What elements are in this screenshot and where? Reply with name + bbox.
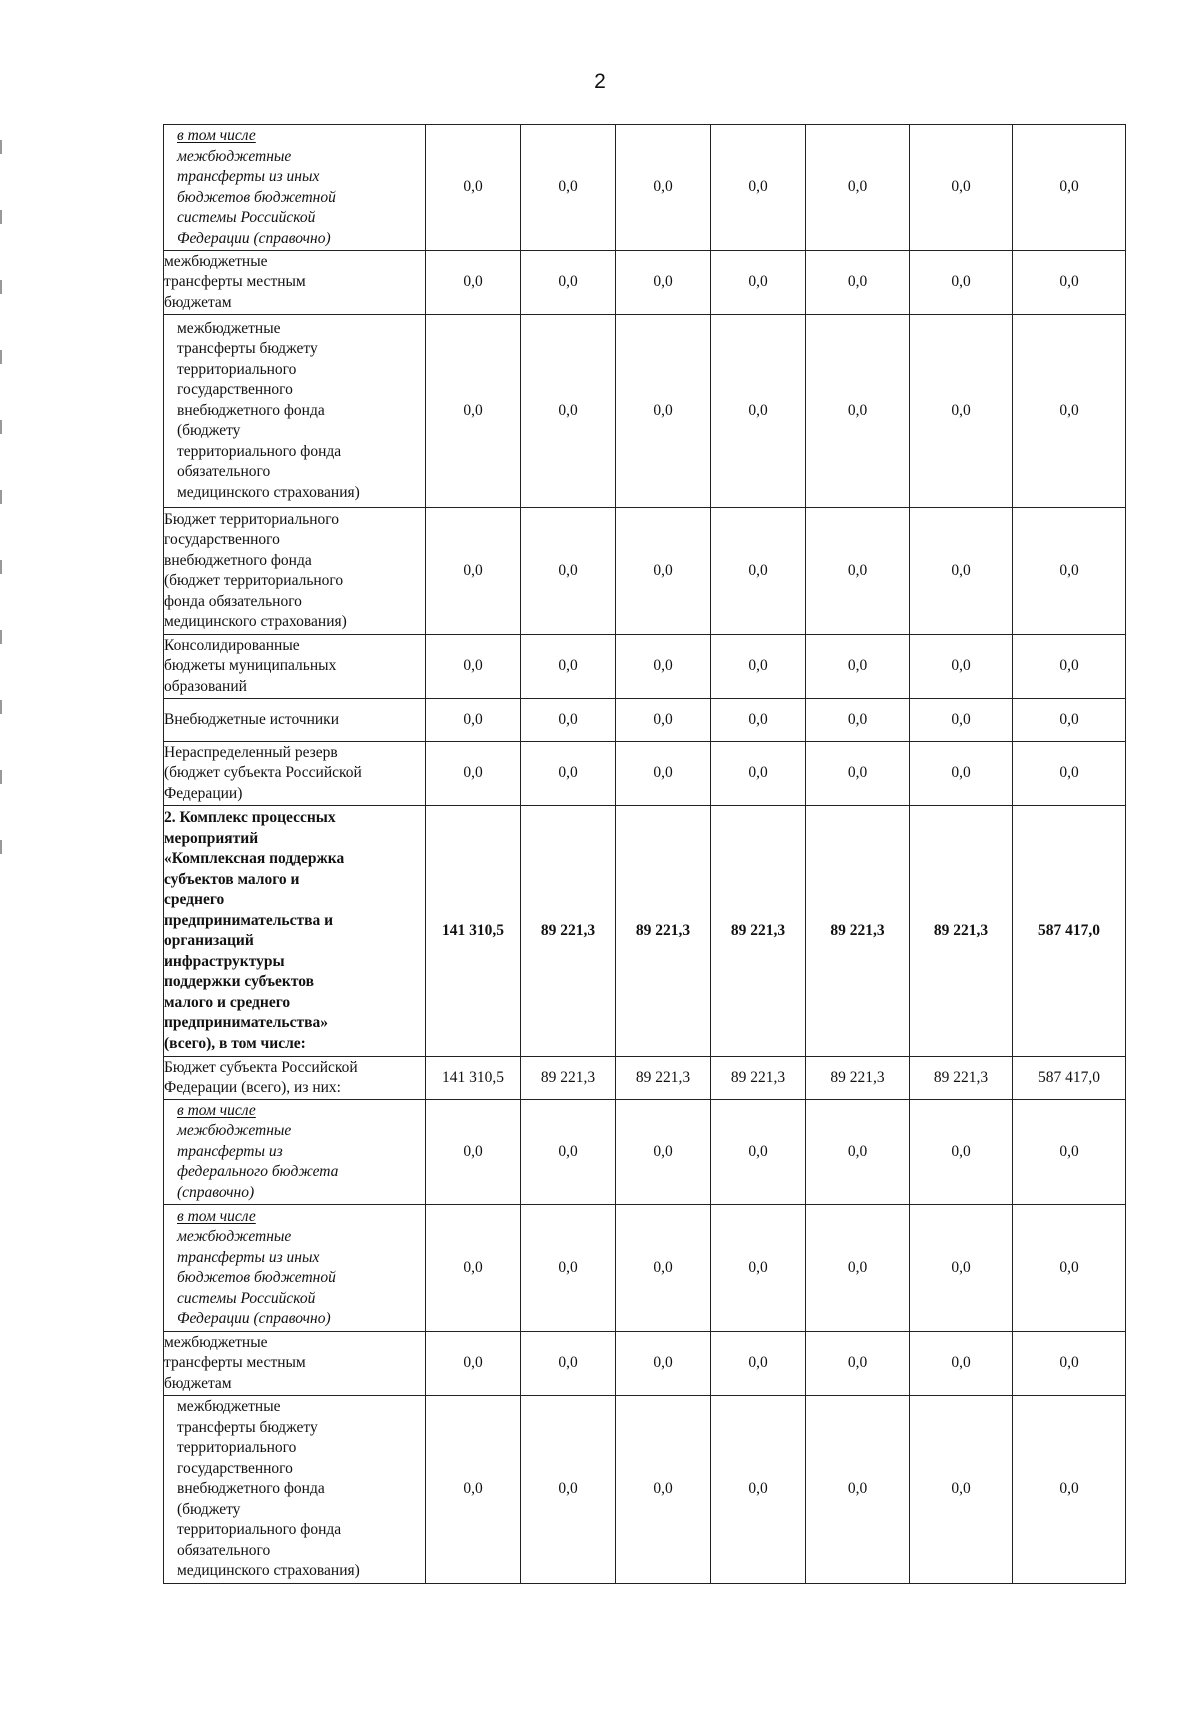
row-label-line: фонда обязательного [164, 592, 302, 610]
row-label [164, 1100, 426, 1205]
row-label-line: трансферты местным [164, 273, 306, 291]
value-cell: 0,0 [426, 635, 521, 699]
table-row [164, 1100, 1126, 1205]
table-body [164, 125, 1126, 1584]
table-row [164, 315, 1126, 508]
row-label-line: мероприятий [164, 829, 259, 847]
row-label-line: внебюджетного фонда [164, 551, 312, 569]
table-row [164, 742, 1126, 806]
row-label-line: медицинского страхования) [177, 483, 360, 501]
row-label-line: межбюджетные [177, 319, 281, 337]
row-label-line: Бюджет субъекта Российской [164, 1058, 358, 1076]
row-label-line: в том числе [177, 127, 256, 144]
row-label-line: государственного [164, 531, 280, 548]
value-cell: 89 221,3 [910, 1057, 1013, 1100]
row-label-line: межбюджетные [177, 1122, 292, 1140]
value-cell: 89 221,3 [711, 806, 806, 1057]
row-label-line: Внебюджетные источники [164, 710, 340, 728]
row-label-line: обязательного [177, 1541, 271, 1559]
table-row [164, 1332, 1126, 1396]
value-cell: 0,0 [616, 508, 711, 635]
row-label-line: медицинского страхования) [177, 1562, 360, 1580]
row-label-line: обязательного [177, 463, 271, 481]
row-label-line: инфраструктуры [164, 952, 285, 970]
value-cell: 0,0 [426, 1332, 521, 1396]
table-row [164, 699, 1126, 742]
row-label-line: Бюджет территориального [164, 510, 340, 528]
row-label [164, 125, 426, 251]
value-cell: 0,0 [806, 315, 910, 508]
value-cell: 0,0 [521, 742, 616, 806]
table-row [164, 508, 1126, 635]
value-cell: 0,0 [1013, 251, 1126, 315]
value-cell: 0,0 [1013, 315, 1126, 508]
value-cell: 0,0 [521, 635, 616, 699]
row-label-line: (бюджет субъекта Российской [164, 764, 362, 782]
value-cell: 0,0 [521, 251, 616, 315]
table-row [164, 806, 1126, 1057]
value-cell: 0,0 [1013, 742, 1126, 806]
value-cell: 587 417,0 [1013, 806, 1126, 1057]
value-cell: 0,0 [806, 1205, 910, 1332]
row-label-line: Нераспределенный резерв [164, 743, 338, 761]
value-cell: 0,0 [616, 251, 711, 315]
value-cell: 89 221,3 [806, 1057, 910, 1100]
value-cell: 0,0 [616, 315, 711, 508]
value-cell: 0,0 [521, 1205, 616, 1332]
row-label-line: бюджетов бюджетной [177, 188, 336, 206]
row-label-line: (бюджету [177, 1500, 241, 1518]
value-cell: 0,0 [806, 508, 910, 635]
row-label-line: трансферты местным [164, 1354, 306, 1372]
row-label-line: территориального [177, 360, 297, 378]
value-cell: 0,0 [711, 1100, 806, 1205]
value-cell: 141 310,5 [426, 806, 521, 1057]
value-cell: 0,0 [806, 635, 910, 699]
value-cell: 0,0 [910, 125, 1013, 251]
value-cell: 0,0 [521, 1396, 616, 1584]
row-label-line: малого и среднего [164, 993, 291, 1011]
value-cell: 0,0 [1013, 508, 1126, 635]
row-label-line: поддержки субъектов [164, 973, 314, 990]
row-label-line: территориального [177, 1439, 297, 1457]
row-label [164, 635, 426, 699]
row-label [164, 251, 426, 315]
row-label-line: федерального бюджета [177, 1163, 339, 1181]
value-cell: 0,0 [910, 1100, 1013, 1205]
row-label-line: межбюджетные [164, 252, 268, 270]
value-cell: 0,0 [910, 315, 1013, 508]
row-label [164, 508, 426, 635]
value-cell: 0,0 [1013, 125, 1126, 251]
row-label [164, 1057, 426, 1100]
value-cell: 0,0 [711, 1396, 806, 1584]
value-cell: 0,0 [521, 1332, 616, 1396]
value-cell: 0,0 [426, 125, 521, 251]
row-label-line: Федерации (справочно) [177, 1310, 331, 1327]
value-cell: 0,0 [1013, 699, 1126, 742]
value-cell: 0,0 [616, 1205, 711, 1332]
value-cell: 0,0 [616, 635, 711, 699]
value-cell: 0,0 [426, 699, 521, 742]
row-label [164, 1396, 426, 1584]
value-cell: 0,0 [521, 699, 616, 742]
row-label-line: территориального фонда [177, 1521, 342, 1539]
value-cell: 0,0 [910, 508, 1013, 635]
value-cell: 0,0 [711, 1205, 806, 1332]
row-label [164, 742, 426, 806]
value-cell: 0,0 [616, 742, 711, 806]
table-row [164, 1205, 1126, 1332]
row-label-line: межбюджетные [164, 1333, 268, 1351]
value-cell: 0,0 [910, 1332, 1013, 1396]
scan-edge-marks [0, 140, 4, 940]
row-label-line: Федерации) [164, 784, 243, 802]
value-cell: 0,0 [910, 1205, 1013, 1332]
value-cell: 0,0 [426, 742, 521, 806]
row-label-line: (справочно) [177, 1183, 255, 1201]
row-label-line: субъектов малого и [164, 870, 300, 888]
row-label-line: межбюджетные [177, 147, 292, 165]
value-cell: 0,0 [711, 125, 806, 251]
value-cell: 0,0 [711, 699, 806, 742]
value-cell: 0,0 [521, 315, 616, 508]
value-cell: 0,0 [806, 251, 910, 315]
table-row [164, 125, 1126, 251]
row-label-line: трансферты из иных [177, 168, 320, 185]
value-cell: 0,0 [426, 1205, 521, 1332]
row-label-line: бюджеты муниципальных [164, 657, 337, 675]
value-cell: 89 221,3 [910, 806, 1013, 1057]
row-label-line: трансферты из иных [177, 1248, 320, 1266]
page-number: 2 [594, 70, 606, 93]
row-label-line: межбюджетные [177, 1228, 292, 1245]
value-cell: 0,0 [616, 125, 711, 251]
value-cell: 141 310,5 [426, 1057, 521, 1100]
value-cell: 89 221,3 [806, 806, 910, 1057]
row-label [164, 1205, 426, 1332]
row-label-line: медицинского страхования) [164, 613, 347, 630]
value-cell: 0,0 [1013, 1100, 1126, 1205]
row-label-line: предпринимательства» [164, 1014, 328, 1031]
value-cell: 0,0 [711, 251, 806, 315]
value-cell: 0,0 [1013, 1205, 1126, 1332]
value-cell: 0,0 [910, 742, 1013, 806]
row-label [164, 806, 426, 1057]
row-label-line: государственного [177, 381, 293, 399]
row-label-line: бюджетам [164, 1374, 232, 1392]
value-cell: 0,0 [806, 742, 910, 806]
row-label-line: организаций [164, 932, 254, 949]
row-label-line: среднего [164, 891, 225, 908]
table-row [164, 251, 1126, 315]
value-cell: 0,0 [711, 742, 806, 806]
row-label-line: (бюджет территориального [164, 572, 344, 589]
value-cell: 0,0 [711, 315, 806, 508]
row-label-line: в том числе [177, 1207, 256, 1225]
value-cell: 0,0 [426, 1100, 521, 1205]
row-label-line: образований [164, 677, 247, 695]
row-label-line: (бюджету [177, 422, 241, 440]
value-cell: 0,0 [910, 1396, 1013, 1584]
row-label-line: трансферты бюджету [177, 1418, 318, 1436]
value-cell: 0,0 [1013, 1396, 1126, 1584]
row-label-line: трансферты бюджету [177, 340, 318, 358]
value-cell: 0,0 [426, 508, 521, 635]
table-row [164, 1396, 1126, 1584]
value-cell: 587 417,0 [1013, 1057, 1126, 1100]
value-cell: 0,0 [806, 1332, 910, 1396]
budget-table [163, 124, 1126, 1584]
value-cell: 0,0 [711, 1332, 806, 1396]
value-cell: 0,0 [616, 699, 711, 742]
row-label-line: (всего), в том числе: [164, 1034, 306, 1052]
value-cell: 0,0 [910, 635, 1013, 699]
value-cell: 0,0 [616, 1396, 711, 1584]
row-label-line: системы Российской [177, 1289, 316, 1307]
value-cell: 0,0 [426, 1396, 521, 1584]
value-cell: 0,0 [806, 1100, 910, 1205]
value-cell: 89 221,3 [711, 1057, 806, 1100]
row-label-line: внебюджетного фонда [177, 1480, 325, 1498]
row-label [164, 315, 426, 508]
value-cell: 0,0 [616, 1332, 711, 1396]
value-cell: 0,0 [806, 1396, 910, 1584]
row-label-line: трансферты из [177, 1142, 283, 1160]
value-cell: 0,0 [426, 251, 521, 315]
table-row [164, 1057, 1126, 1100]
row-label [164, 1332, 426, 1396]
row-label [164, 699, 426, 742]
row-label-line: Консолидированные [164, 636, 300, 654]
row-label-line: государственного [177, 1459, 293, 1477]
value-cell: 0,0 [521, 125, 616, 251]
row-label-line: бюджетов бюджетной [177, 1269, 336, 1286]
value-cell: 0,0 [806, 125, 910, 251]
value-cell: 89 221,3 [521, 1057, 616, 1100]
value-cell: 0,0 [521, 1100, 616, 1205]
value-cell: 0,0 [521, 508, 616, 635]
row-label-line: системы Российской [177, 209, 316, 226]
value-cell: 0,0 [910, 699, 1013, 742]
row-label-line: внебюджетного фонда [177, 401, 325, 419]
row-label-line: «Комплексная поддержка [164, 850, 345, 867]
row-label-line: Федерации (всего), из них: [164, 1079, 341, 1096]
value-cell: 0,0 [910, 251, 1013, 315]
value-cell: 89 221,3 [616, 806, 711, 1057]
value-cell: 0,0 [426, 315, 521, 508]
table-row [164, 635, 1126, 699]
row-label-line: бюджетам [164, 293, 232, 311]
value-cell: 0,0 [711, 508, 806, 635]
row-label-line: 2. Комплекс процессных [164, 809, 336, 826]
row-label-line: в том числе [177, 1101, 256, 1119]
row-label-line: территориального фонда [177, 442, 342, 460]
value-cell: 0,0 [1013, 635, 1126, 699]
value-cell: 0,0 [711, 635, 806, 699]
row-label-line: Федерации (справочно) [177, 229, 331, 247]
row-label-line: межбюджетные [177, 1398, 281, 1416]
value-cell: 0,0 [806, 699, 910, 742]
value-cell: 89 221,3 [616, 1057, 711, 1100]
row-label-line: предпринимательства и [164, 911, 334, 929]
value-cell: 89 221,3 [521, 806, 616, 1057]
value-cell: 0,0 [1013, 1332, 1126, 1396]
value-cell: 0,0 [616, 1100, 711, 1205]
